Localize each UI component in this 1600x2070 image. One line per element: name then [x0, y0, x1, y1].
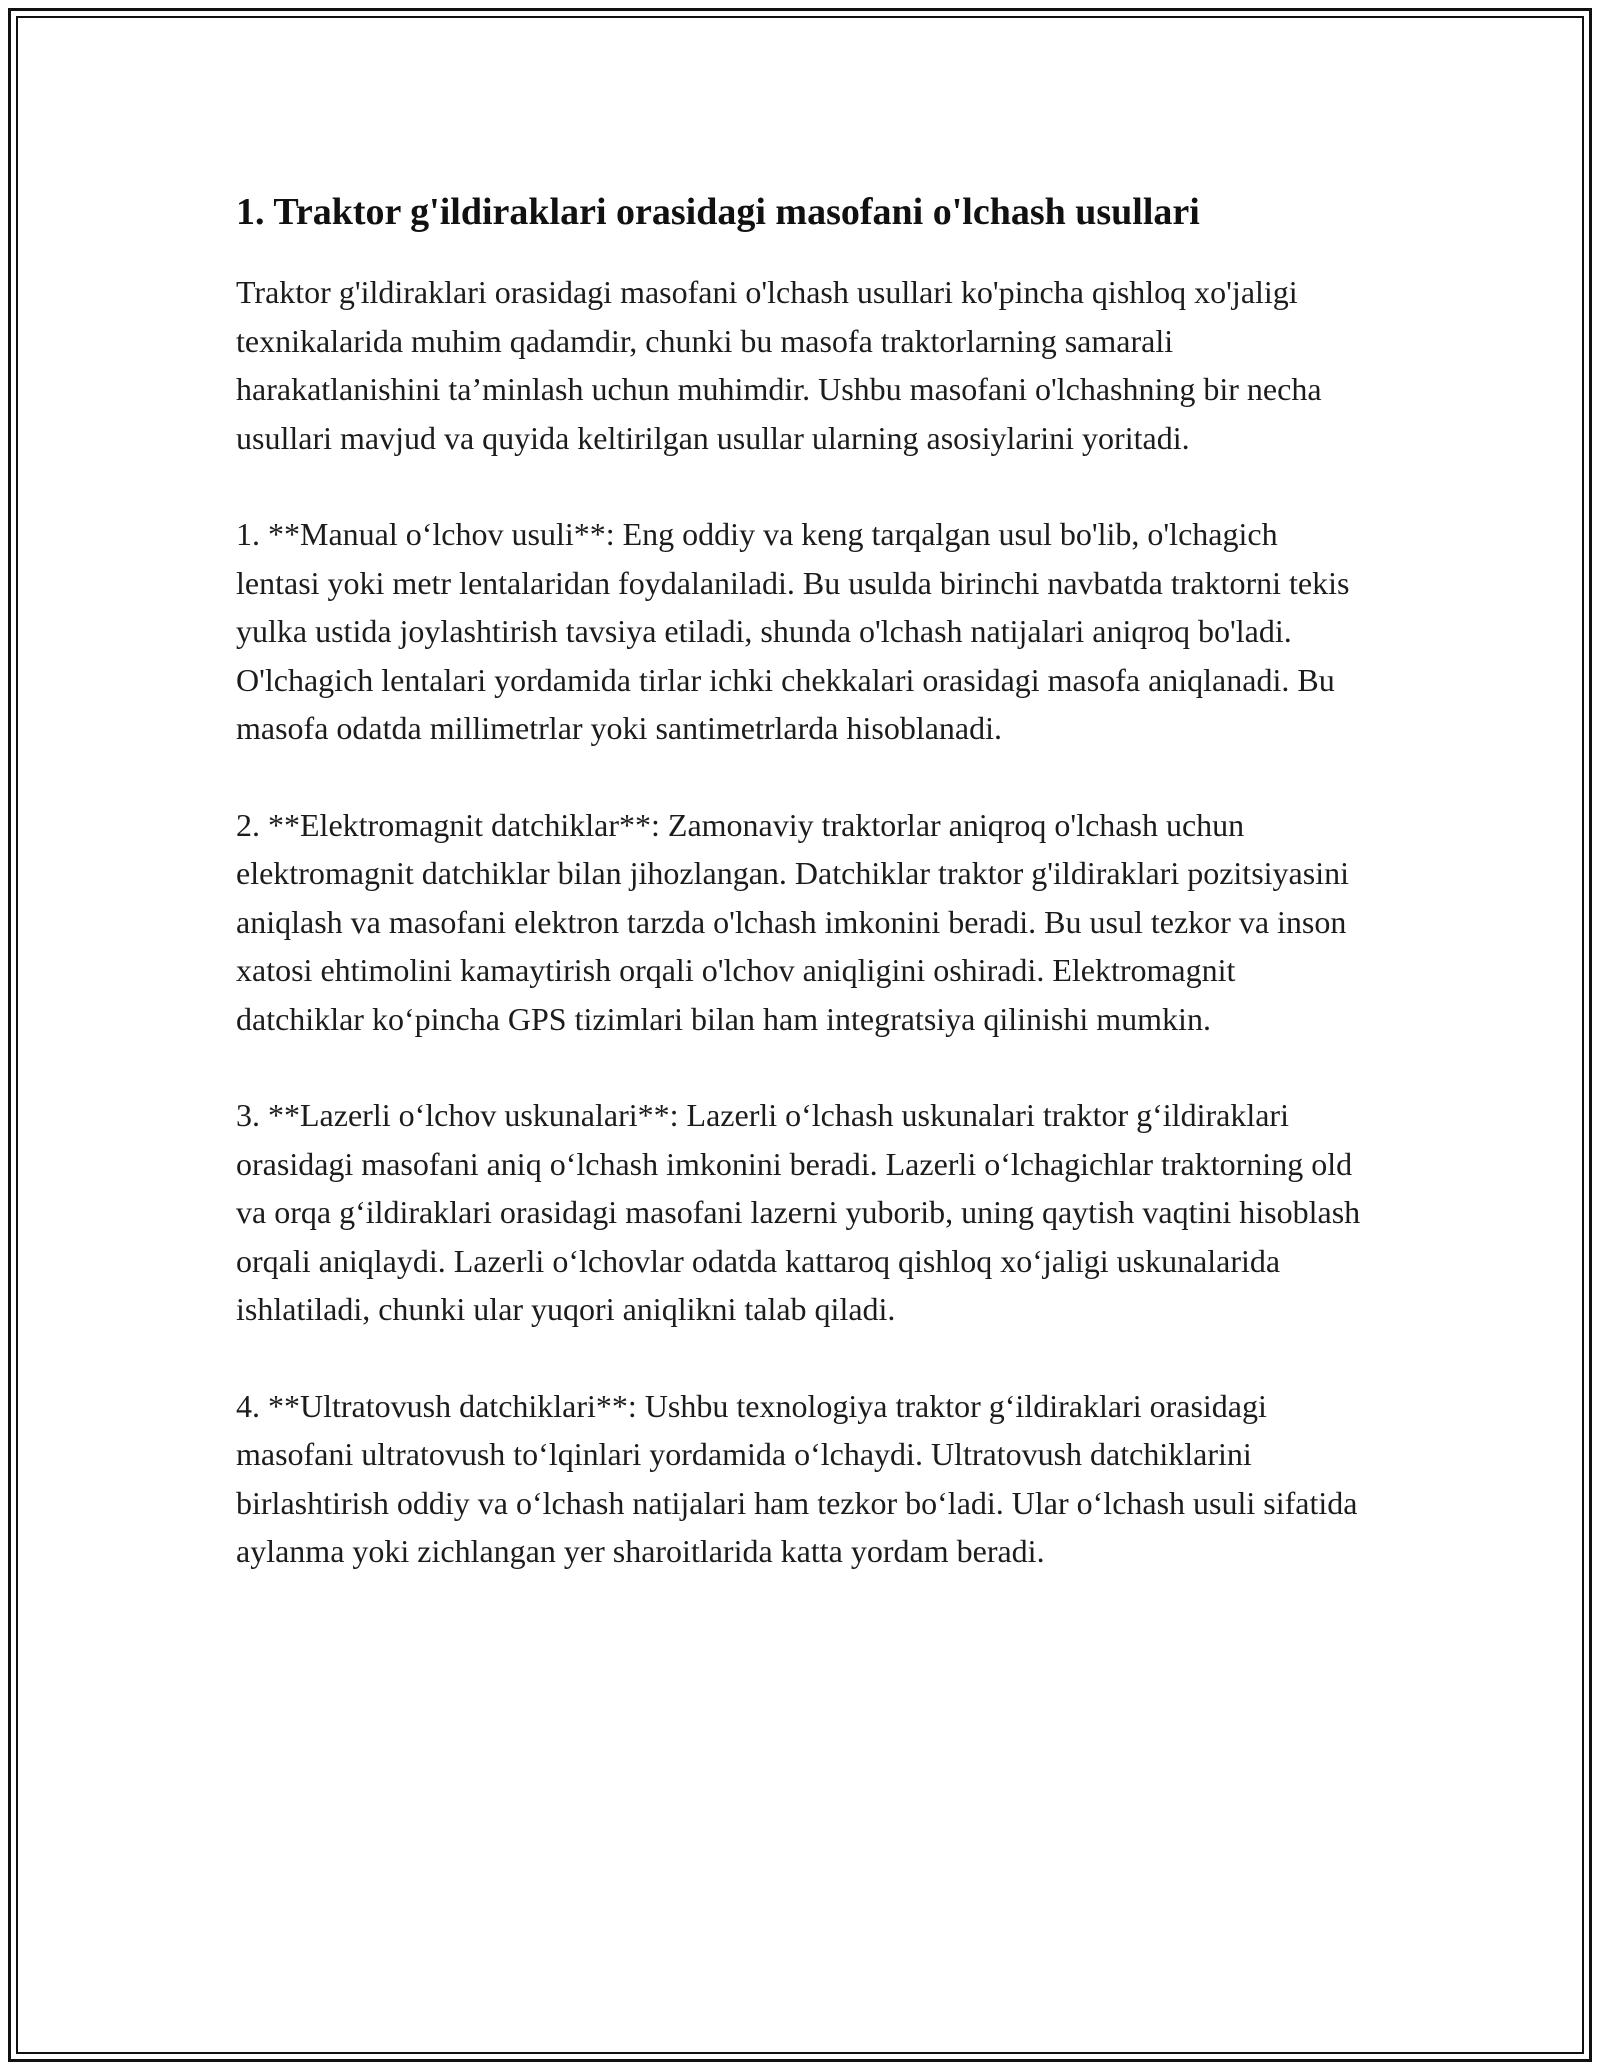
intro-paragraph: Traktor g'ildiraklari orasidagi masofani o'lchash usullari ko'pincha qishloq xo'jaligi texnikalarida muhim qadamdir, chunki bu masofa traktorlarning samarali harakatlanishini ta’minlash uchun muhimdir. Ushbu masofani o'lchashning bir necha usullari mavjud va quyida keltirilgan usullar ularning asosiylarini yoritadi. — [236, 274, 1322, 456]
document-title: 1. Traktor g'ildiraklari orasidagi masofani o'lchash usullari — [236, 191, 1200, 233]
method-manual-paragraph: 1. **Manual o‘lchov usuli**: Eng oddiy va keng tarqalgan usul bo'lib, o'lchagich lentasi yoki metr lentalaridan foydalaniladi. Bu usulda birinchi navbatda traktorni tekis yulka ustida joylashtirish tavsiya etiladi, shunda o'lchash natijalari aniqroq bo'ladi. O'lchagich lentalari yordamida tirlar ichki chekkalari orasidagi masofa aniqlanadi. Bu masofa odatda millimetrlar yoki santimetrlarda hisoblanadi. — [236, 516, 1350, 746]
method-electromagnetic-paragraph: 2. **Elektromagnit datchiklar**: Zamonaviy traktorlar aniqroq o'lchash uchun elektromagnit datchiklar bilan jihozlangan. Datchiklar traktor g'ildiraklari pozitsiyasini aniqlash va masofani elektron tarzda o'lchash imkonini beradi. Bu usul tezkor va inson xatosi ehtimolini kamaytirish orqali o'lchov aniqligini oshiradi. Elektromagnit datchiklar ko‘pincha GPS tizimlari bilan ham integratsiya qilinishi mumkin. — [236, 806, 1349, 1037]
method-laser-paragraph: 3. **Lazerli o‘lchov uskunalari**: Lazerli o‘lchash uskunalari traktor g‘ildiraklari orasidagi masofani aniq o‘lchash imkonini beradi. Lazerli o‘lchagichlar traktorning old va orqa g‘ildiraklari orasidagi masofani lazerni yuborib, uning qaytish vaqtini hisoblash orqali aniqlaydi. Lazerli o‘lchovlar odatda kattaroq qishloq xo‘jaligi uskunalarida ishlatiladi, chunki ular yuqori aniqlikni talab qiladi. — [236, 1097, 1361, 1327]
method-ultrasonic-paragraph: 4. **Ultratovush datchiklari**: Ushbu texnologiya traktor g‘ildiraklari orasidagi masofani ultratovush to‘lqinlari yordamida o‘lchaydi. Ultratovush datchiklarini birlashtirish oddiy va o‘lchash natijalari ham tezkor bo‘ladi. Ular o‘lchash usuli sifatida aylanma yoki zichlangan yer sharoitlarida katta yordam beradi. — [236, 1387, 1358, 1569]
document-body — [236, 186, 1368, 1624]
